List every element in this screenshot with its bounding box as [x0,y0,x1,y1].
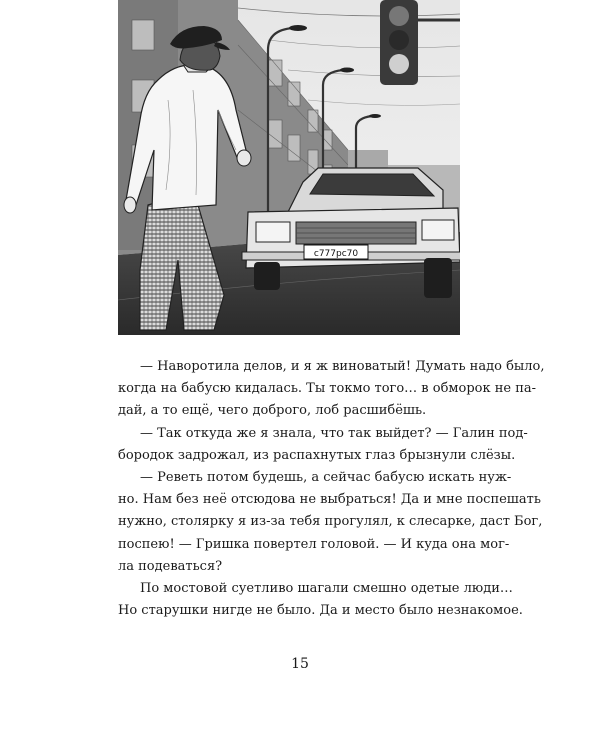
story-text [118,356,545,622]
paragraph-2 [118,423,528,467]
paragraph-1 [118,356,545,423]
text-line: — Реветь потом будешь, а сейчас бабусю искать нуж- [140,470,512,486]
page-number: 15 [291,656,309,672]
paragraph-4 [118,578,523,622]
text-line: но. Нам без неё отсюдова не выбраться! Да и мне поспешать [118,492,541,508]
text-line: дай, а то ещё, чего доброго, лоб расшибёшь. [118,403,427,419]
illustration-drawing [118,0,460,335]
text-line: бородок задрожал, из распахнутых глаз брызнули слёзы. [118,447,516,463]
text-line: ла подеваться? [118,558,223,574]
text-line: Но старушки нигде не было. Да и место было незнакомое. [118,603,523,619]
text-line: когда на бабусю кидалась. Ты токмо того… в обморок не па- [118,381,537,397]
text-line: поспею! — Гришка повертел головой. — И куда она мог- [118,536,510,552]
paragraph-3 [118,467,543,578]
text-line: нужно, столярку я из-за тебя прогулял, к слесарке, даст Бог, [118,514,543,530]
text-line: — Так откуда же я знала, что так выйдет? — Галин под- [140,425,528,441]
license-plate: с777рс70 [313,249,359,259]
text-line: По мостовой суетливо шагали смешно одетые люди… [140,581,513,597]
street-illustration [118,0,460,335]
text-line: — Наворотила делов, и я ж виноватый! Думать надо было, [140,359,545,374]
